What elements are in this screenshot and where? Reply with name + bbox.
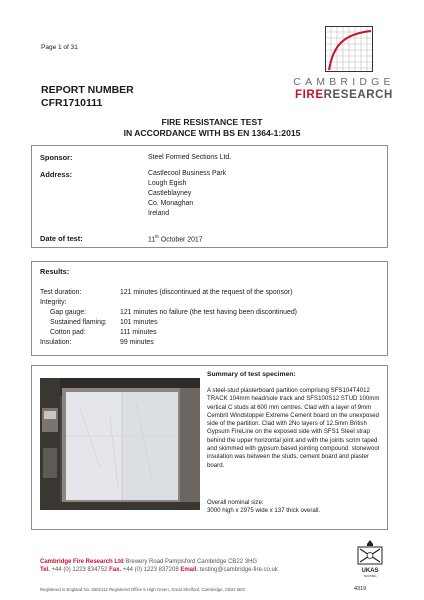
result-label: Insulation: [40, 339, 72, 346]
sponsor-label: Sponsor: [40, 153, 73, 162]
logo-text-research: RESEARCH [323, 89, 393, 101]
footer-email: testing@cambridge-fire.co.uk [198, 567, 278, 573]
footer-company-line [40, 559, 257, 565]
address-line: Ireland [148, 210, 170, 217]
result-label: Cotton pad: [50, 329, 86, 336]
address-line: Co. Monaghan [148, 200, 194, 207]
result-value: 101 minutes [120, 319, 158, 326]
result-value: 121 minutes (discontinued at the request of the sponsor) [120, 289, 293, 296]
summary-title: Summary of test specimen: [207, 371, 296, 378]
date-day: 11 [148, 236, 156, 244]
footer-company-name: Cambridge Fire Research Ltd [40, 559, 124, 565]
result-label: Integrity: [40, 299, 67, 306]
logo-text-fireresearch [282, 89, 406, 101]
footer-email-label: Email. [180, 567, 199, 573]
address-value [148, 169, 226, 219]
logo-text-cambridge: CAMBRIDGE [293, 76, 395, 88]
address-line: Lough Egish [148, 180, 187, 187]
document-subtitle: IN ACCORDANCE WITH BS EN 1364-1:2015 [123, 128, 301, 138]
date-suffix: th [155, 234, 159, 239]
result-value: 121 minutes no failure (the test having been discontinued) [120, 309, 297, 316]
ukas-testing-icon [355, 538, 385, 578]
ukas-sub-label: TESTING [363, 574, 377, 578]
result-value: 99 minutes [120, 339, 154, 346]
address-line: Castleblayney [148, 190, 192, 197]
test-specimen-photo [40, 378, 200, 510]
footer-registration: Registered in England No. 5602112 Registered Office 5 High Green, Great Shelford, Cambridge, CB22 5EG [40, 587, 246, 592]
footer-tel-label: Tel. [40, 567, 50, 573]
address-line: Castlecool Business Park [148, 170, 227, 177]
report-number-label: REPORT NUMBER [41, 84, 134, 96]
result-label: Sustained flaming: [50, 319, 107, 326]
footer-code: 4319 [354, 586, 367, 592]
sponsor-value: Steel Formed Sections Ltd. [148, 154, 232, 161]
results-title: Results: [40, 267, 70, 276]
logo-text-fire: FIRE [295, 89, 324, 101]
footer-tel: +44 (0) 1223 834752 [49, 567, 110, 573]
report-number-value: CFR1710111 [41, 97, 103, 109]
footer-fax: +44 (0) 1223 837208 [121, 567, 181, 573]
page-indicator: Page 1 of 31 [41, 44, 78, 51]
overall-size-value: 3000 high x 2975 wide x 137 thick overall. [207, 507, 321, 515]
cambridge-fire-research-logo [282, 26, 406, 108]
result-value: 111 minutes [120, 329, 157, 336]
address-label: Address: [40, 170, 73, 179]
result-label: Gap gauge: [50, 309, 87, 316]
logo-emblem-icon [325, 26, 373, 72]
footer-fax-label: Fax. [109, 567, 122, 573]
document-title: FIRE RESISTANCE TEST [161, 117, 263, 127]
overall-size-label: Overall nominal size: [207, 499, 264, 506]
footer-address: Brewery Road Pampisford Cambridge CB22 3HG [123, 559, 258, 565]
date-of-test-value [148, 232, 203, 245]
summary-description: A steel-stud plasterboard partition comprising SFS104T4012 TRACK 104mm head/sole track and SFS100S12 STUD 100mm vertical C studs at 600 mm centres. Clad with a layer of 9mm Cembrit Windstopper Extreme Cement board on the unexposed side of the partition. Clad with 2No layers of 12.5mm British Gypsum FireLine on the exposed side with SFS1 Steel strap behind the upper horizontal joint and with the joints scrim taped and skimmed with gypsum based jointing compound. stonewool insulation was between the studs, cement board and plaster board. [207, 387, 380, 469]
date-month-year: October 2017 [158, 236, 203, 244]
ukas-label: UKAS [361, 568, 379, 574]
date-of-test-label: Date of test: [40, 234, 83, 243]
result-label: Test duration: [40, 289, 82, 296]
overall-size [207, 499, 382, 516]
footer-contact-line [40, 567, 278, 573]
